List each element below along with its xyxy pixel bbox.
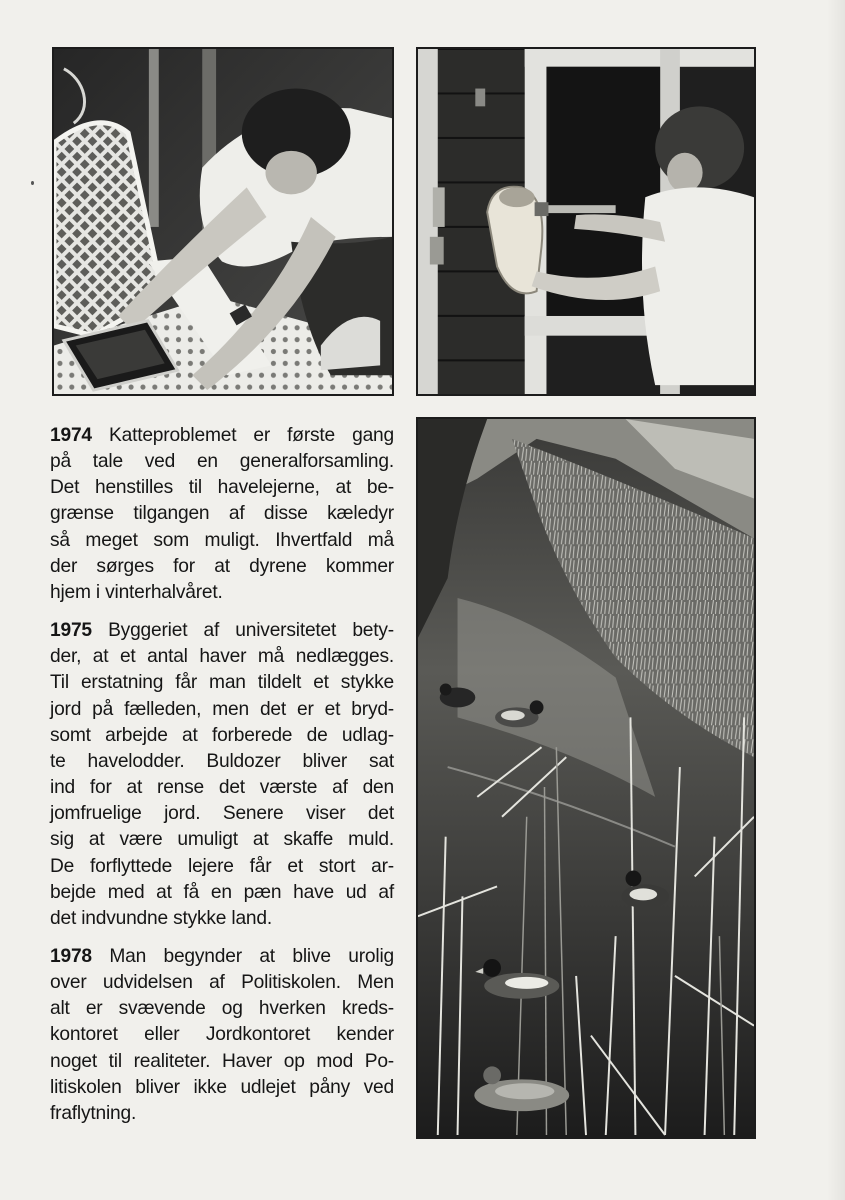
text-line: grænse tilgangen af disse kæledyr <box>50 503 394 525</box>
text-line: på tale ved en generalforsamling. <box>50 451 394 473</box>
text-line: jord på fælleden, men det er et bryd- <box>50 698 394 720</box>
text-line <box>50 423 394 449</box>
text-line: kontoret eller Jordkontoret kender <box>50 1024 394 1046</box>
text-line: Til erstatning får man tildelt et stykke <box>50 672 394 694</box>
text-line: litiskolen bliver ikke udlejet påny ved <box>50 1076 394 1098</box>
line-text: Byggeriet af universitetet bety- <box>108 620 394 642</box>
photo-ducks-in-canal <box>416 417 756 1139</box>
text-line: fraflytning. <box>50 1102 137 1124</box>
text-line: alt er svævende og hverken kreds- <box>50 998 394 1020</box>
text-line: Det henstilles til havelejerne, at be- <box>50 477 394 499</box>
text-line <box>50 618 394 644</box>
entry-1978 <box>50 944 394 1127</box>
page-edge-shadow <box>827 0 845 1200</box>
entry-1975 <box>50 618 394 932</box>
text-line: så meget som muligt. Ihvertfald må <box>50 529 394 551</box>
text-line: ind for at rense det værste af den <box>50 777 394 799</box>
year-label: 1978 <box>50 945 92 967</box>
line-text: Katteproblemet er første gang <box>109 425 394 446</box>
text-line: der sørges for at dyrene kommer <box>50 555 394 577</box>
line-text: Man begynder at blive urolig <box>109 945 394 967</box>
text-line: hjem i vinterhalvåret. <box>50 581 223 603</box>
year-label: 1974 <box>50 425 92 446</box>
text-line: De forflyttede lejere får et stort ar- <box>50 855 394 877</box>
scan-speck <box>31 181 34 185</box>
text-line: sig at være umuligt at skaffe muld. <box>50 829 394 851</box>
photo-wooden-clog-on-shed <box>416 47 756 396</box>
entry-1974 <box>50 423 394 606</box>
text-line: te havelodder. Buldozer bliver sat <box>50 750 394 772</box>
text-line: jomfruelige jord. Senere viser det <box>50 803 394 825</box>
text-line: der, at et antal haver må nedlægges. <box>50 646 394 668</box>
text-line <box>50 944 394 970</box>
text-line: somt arbejde at forberede de udlag- <box>50 724 394 746</box>
text-line: det indvundne stykke land. <box>50 907 273 929</box>
text-line: over udvidelsen af Politiskolen. Men <box>50 972 394 994</box>
year-label: 1975 <box>50 620 92 642</box>
photo-gardener-seed-tray <box>52 47 394 396</box>
history-text-column <box>50 423 394 1139</box>
text-line: noget til realiteter. Haver op mod Po- <box>50 1050 394 1072</box>
text-line: bejde med at få en pæn have ud af <box>50 881 394 903</box>
